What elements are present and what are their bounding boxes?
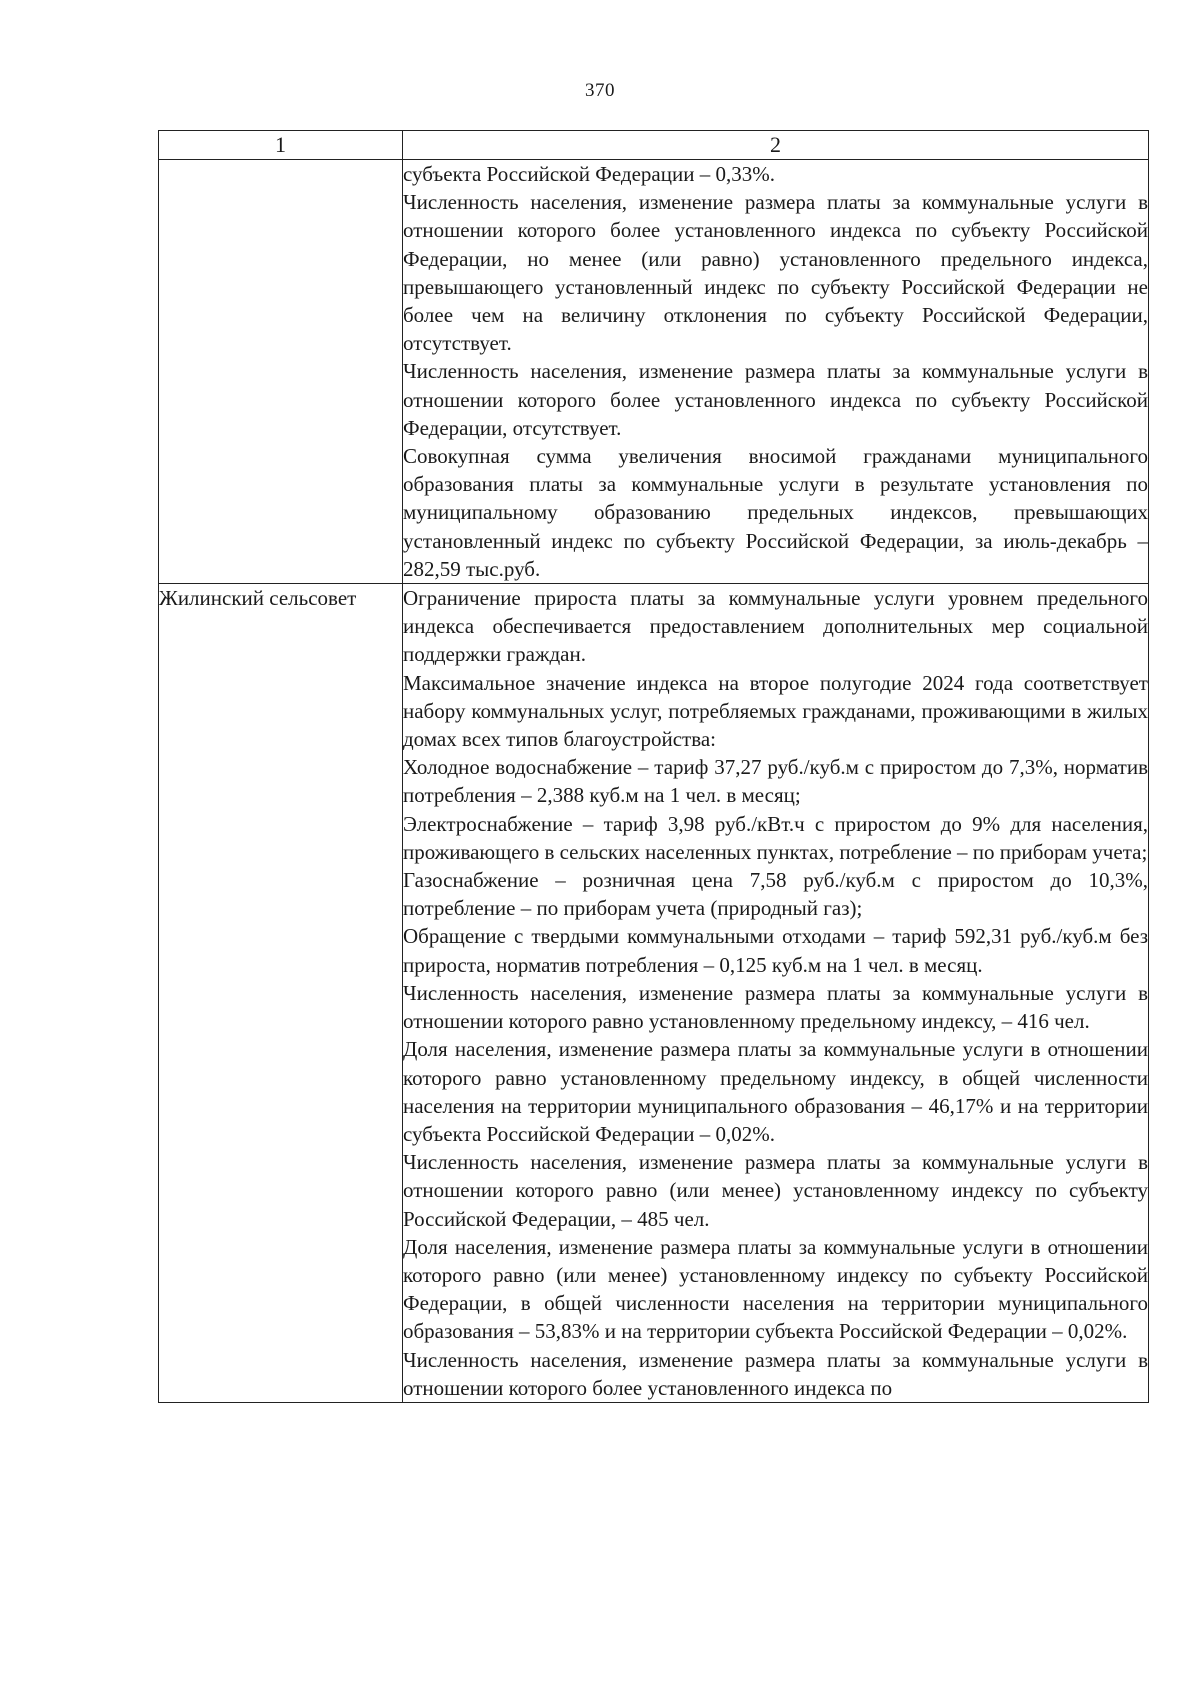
- paragraph: Холодное водоснабжение – тариф 37,27 руб./куб.м с приростом до 7,3%, норматив потребления – 2,388 куб.м на 1 чел. в месяц;: [403, 755, 1148, 808]
- paragraph: Максимальное значение индекса на второе полугодие 2024 года соответствует набору коммунальных услуг, потребляемых гражданами, проживающими в жилых домах всех типов благоустройства:: [403, 670, 1148, 752]
- page-number: 370: [585, 80, 615, 101]
- paragraph: Электроснабжение – тариф 3,98 руб./кВт.ч с приростом до 9% для населения, проживающего в сельских населенных пунктах, потребление – по приборам учета;: [403, 811, 1148, 864]
- paragraph: Численность населения, изменение размера платы за коммунальные услуги в отношении которого более установленного индекса по субъекту Российской Федерации, отсутствует.: [403, 359, 1148, 440]
- document-table: [158, 130, 1149, 1403]
- table-header-row: [159, 131, 1149, 160]
- paragraph: Численность населения, изменение размера платы за коммунальные услуги в отношении которого более установленного индекса по: [403, 1347, 1148, 1400]
- paragraph: Доля населения, изменение размера платы за коммунальные услуги в отношении которого равно (или менее) установленному индексу по субъекту Российской Федерации, в общей численности населения на территории муниципального образования – 53,83% и на территории субъекта Российской Федерации – 0,02%.: [403, 1234, 1148, 1344]
- description-cell: [403, 584, 1149, 1403]
- paragraph: Газоснабжение – розничная цена 7,58 руб./куб.м с приростом до 10,3%, потребление – по приборам учета (природный газ);: [403, 868, 1148, 921]
- municipality-cell: Жилинский сельсовет: [159, 584, 403, 1403]
- paragraph: Численность населения, изменение размера платы за коммунальные услуги в отношении которого более установленного индекса по субъекту Российской Федерации, но менее (или равно) установленного предельного индекса, превышающего установленный индекс по субъекту Российской Федерации не более чем на величину отклонения по субъекту Российской Федерации, отсутствует.: [403, 190, 1148, 356]
- paragraph: Численность населения, изменение размера платы за коммунальные услуги в отношении которого равно (или менее) установленному индексу по субъекту Российской Федерации, – 485 чел.: [403, 1150, 1148, 1231]
- column-header-1: 1: [159, 131, 403, 160]
- municipality-cell: [159, 160, 403, 584]
- paragraph: Численность населения, изменение размера платы за коммунальные услуги в отношении которого равно установленному предельному индексу, – 416 чел.: [403, 980, 1148, 1034]
- table-row: [159, 160, 1149, 584]
- paragraph: Совокупная сумма увеличения вносимой гражданами муниципального образования платы за коммунальные услуги в результате установления по муниципальному образованию предельных индексов, превышающих установленный индекс по субъекту Российской Федерации, за июль-декабрь – 282,59 тыс.руб.: [403, 444, 1148, 581]
- column-header-2: 2: [403, 131, 1149, 160]
- description-cell: [403, 160, 1149, 584]
- paragraph: Обращение с твердыми коммунальными отходами – тариф 592,31 руб./куб.м без прироста, норматив потребления – 0,125 куб.м на 1 чел. в месяц.: [403, 924, 1148, 977]
- paragraph: субъекта Российской Федерации – 0,33%.: [403, 162, 775, 186]
- paragraph: Доля населения, изменение размера платы за коммунальные услуги в отношении которого равно установленному предельному индексу, в общей численности населения на территории муниципального образования – 46,17% и на территории субъекта Российской Федерации – 0,02%.: [403, 1037, 1148, 1146]
- table-row: [159, 584, 1149, 1403]
- paragraph: Ограничение прироста платы за коммунальные услуги уровнем предельного индекса обеспечивается предоставлением дополнительных мер социальной поддержки граждан.: [403, 586, 1148, 667]
